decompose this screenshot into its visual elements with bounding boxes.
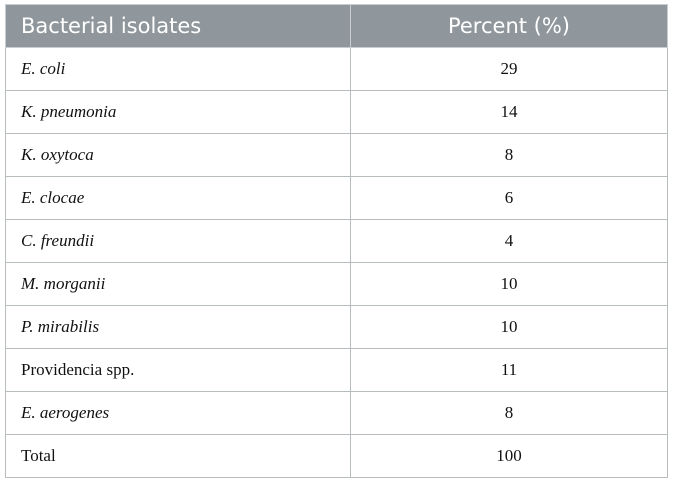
isolate-cell: M. morganii <box>6 263 351 306</box>
percent-cell: 8 <box>351 392 668 435</box>
header-percent: Percent (%) <box>351 5 668 48</box>
table-row <box>6 392 668 435</box>
isolate-cell: K. oxytoca <box>6 134 351 177</box>
table-row <box>6 263 668 306</box>
percent-cell: 10 <box>351 263 668 306</box>
isolate-cell: C. freundii <box>6 220 351 263</box>
isolate-cell: K. pneumonia <box>6 91 351 134</box>
bacterial-isolates-table <box>5 4 668 478</box>
percent-cell: 10 <box>351 306 668 349</box>
percent-cell: 6 <box>351 177 668 220</box>
table-row <box>6 435 668 478</box>
isolate-cell: Providencia spp. <box>6 349 351 392</box>
percent-cell: 8 <box>351 134 668 177</box>
percent-cell: 14 <box>351 91 668 134</box>
percent-cell: 4 <box>351 220 668 263</box>
header-row <box>6 5 668 48</box>
table-header <box>6 5 668 48</box>
percent-cell: 100 <box>351 435 668 478</box>
table-row <box>6 177 668 220</box>
isolate-cell: P. mirabilis <box>6 306 351 349</box>
isolate-cell: E. clocae <box>6 177 351 220</box>
table-row <box>6 48 668 91</box>
isolate-cell: E. coli <box>6 48 351 91</box>
table-row <box>6 220 668 263</box>
isolate-cell: E. aerogenes <box>6 392 351 435</box>
table-row <box>6 134 668 177</box>
isolate-cell: Total <box>6 435 351 478</box>
percent-cell: 29 <box>351 48 668 91</box>
header-bacterial-isolates: Bacterial isolates <box>6 5 351 48</box>
percent-cell: 11 <box>351 349 668 392</box>
table-body <box>6 48 668 478</box>
table-row <box>6 91 668 134</box>
table-row <box>6 349 668 392</box>
table-row <box>6 306 668 349</box>
